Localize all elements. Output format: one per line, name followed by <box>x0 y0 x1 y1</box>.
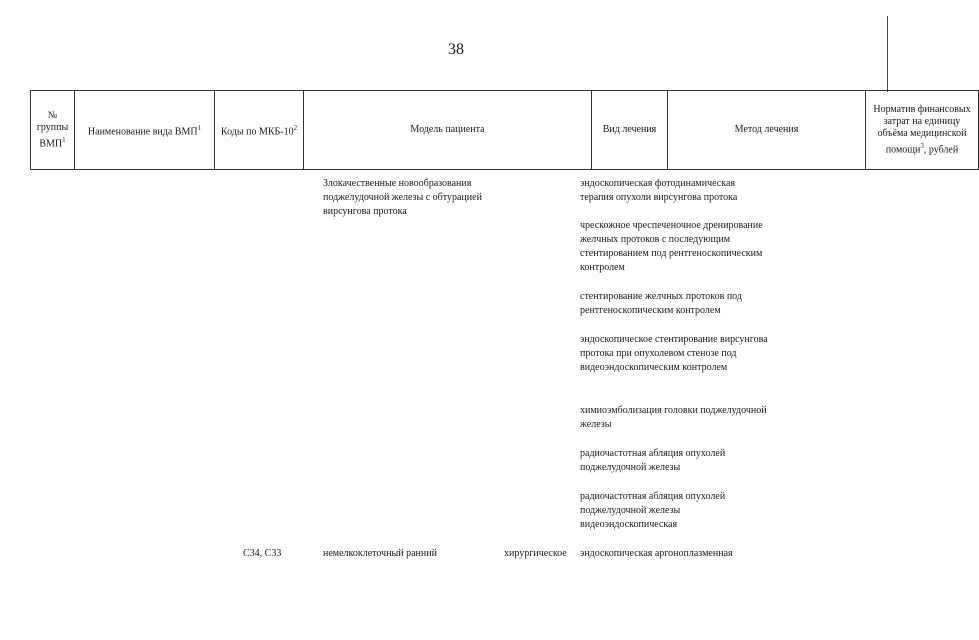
method-item: химиоэмболизация головки поджелудочной железы <box>580 405 767 430</box>
header-patient-model: Модель пациента <box>304 91 592 170</box>
method-item: эндоскопическая фотодинамическая терапия опухоли вирсунгова протока <box>580 178 738 203</box>
header-treatment-type: Вид лечения <box>592 91 668 170</box>
margin-rule <box>887 16 888 92</box>
header-treatment-method: Метод лечения <box>668 91 866 170</box>
icd-codes-cell: C34, C33 <box>243 548 282 559</box>
patient-model-cell: немелкоклеточный ранний <box>323 548 437 559</box>
patient-model-text: Злокачественные новообразования поджелудочной железы с обтурацией вирсунгова протока <box>323 178 482 217</box>
method-item: чрескожное чреспеченочное дренирование желчных протоков с последующим стентированием под рентгеноскопическим контролем <box>580 220 763 273</box>
treatment-type-cell: хирургическое <box>504 548 567 559</box>
method-item: радиочастотная абляция опухолей поджелудочной железы видеоэндоскопическая <box>580 491 726 530</box>
method-item: эндоскопическое стентирование вирсунгова протока при опухолевом стенозе под видеоэндоскопическим контролем <box>580 334 768 373</box>
header-group-number: № группы ВМП$^1$ <box>31 91 75 170</box>
method-item: стентирование желчных протоков под рентгеноскопическим контролем <box>580 291 742 316</box>
treatment-method-cell: эндоскопическая аргоноплазменная <box>580 548 733 559</box>
method-item: радиочастотная абляция опухолей поджелудочной железы <box>580 448 726 473</box>
table-header <box>30 90 979 170</box>
header-cost-norm: Норматив финансовых затрат на единицу объёма медицинской помощи$^3$, рублей <box>866 91 979 170</box>
header-vmp-name: Наименование вида ВМП$^1$ <box>75 91 215 170</box>
header-icd-codes: Коды по МКБ-$10^2$ <box>215 91 304 170</box>
page-number: 38 <box>448 41 464 58</box>
